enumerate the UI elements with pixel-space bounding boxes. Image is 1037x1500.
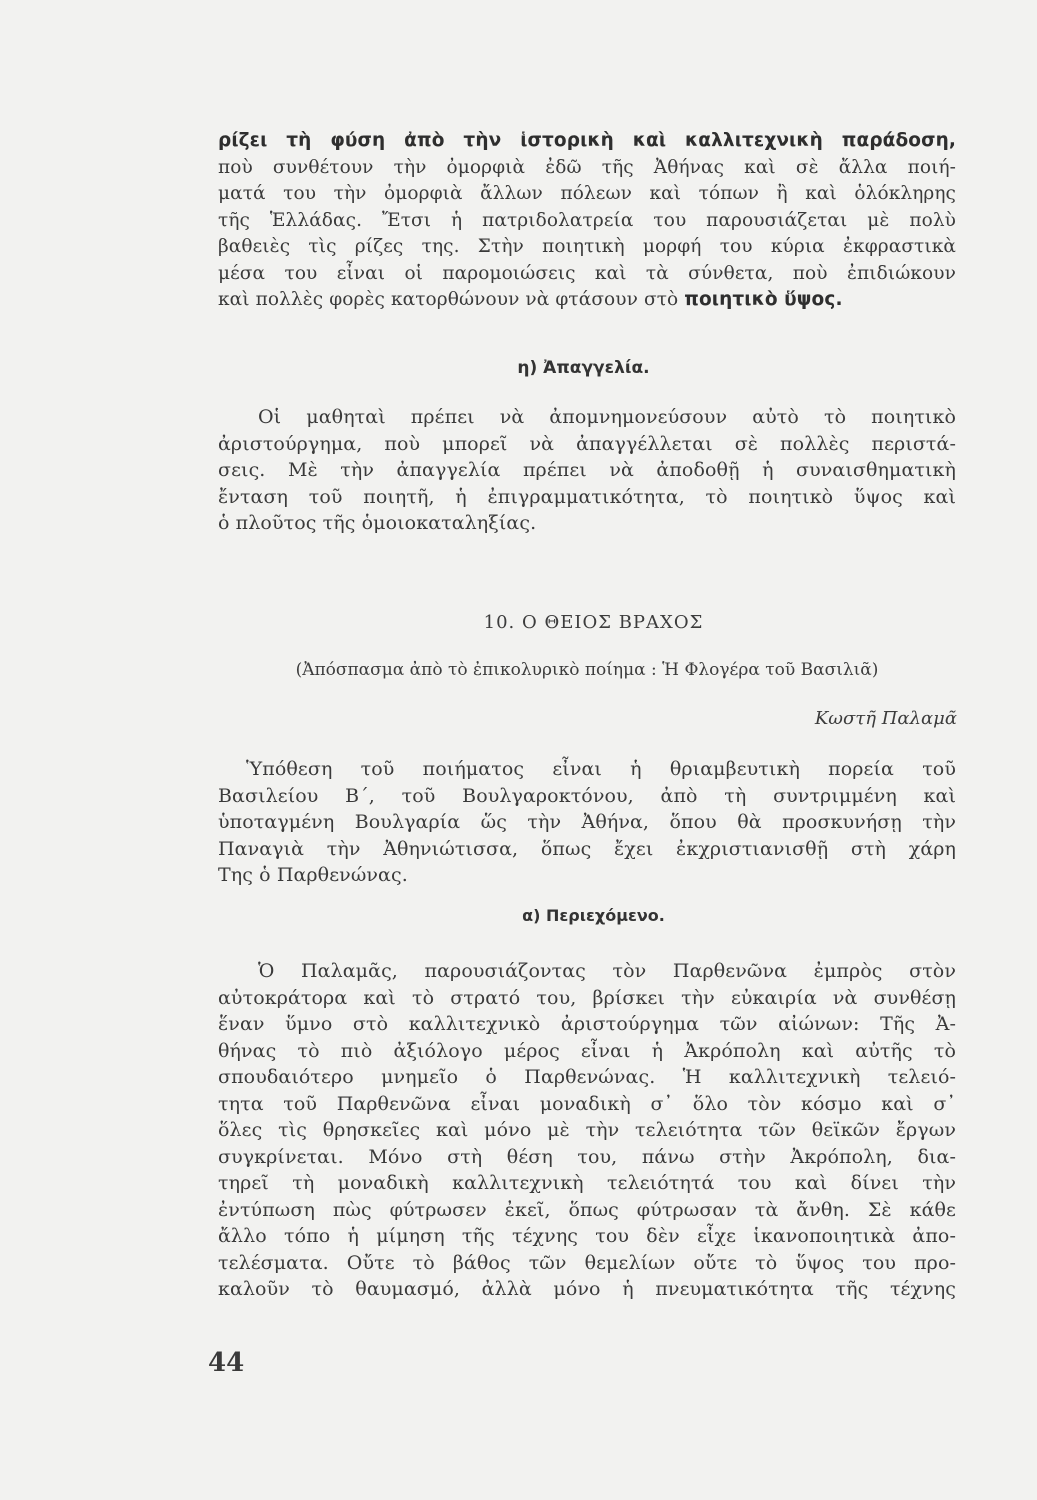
page-number: 44 bbox=[208, 1348, 245, 1378]
text-line: τῆς Ἑλλάδας. Ἔτσι ἡ πατριδολατρεία του παρουσιάζεται μὲ πολὺ bbox=[218, 209, 956, 231]
chapter-subtitle: (Ἀπόσπασμα ἀπὸ τὸ ἐπικολυρικὸ ποίημα : Ἡ Φλογέρα τοῦ Βασιλιᾶ) bbox=[295, 660, 879, 680]
section-heading-recitation: η) Ἀπαγγελία. bbox=[517, 358, 650, 378]
text-line: θήνας τὸ πιὸ ἀξιόλογο μέρος εἶναι ἡ Ἀκρόπολη καὶ αὐτῆς τὸ bbox=[218, 1039, 956, 1062]
paragraph-content bbox=[218, 958, 956, 1303]
text-line: ἐντύπωση πὼς φύτρωσεν ἐκεῖ, ὅπως φύτρωσαν τὰ ἄνθη. Σὲ κάθε bbox=[218, 1198, 956, 1221]
text-line: Της ὁ Παρθενώνας. bbox=[218, 864, 408, 886]
chapter-title: 10. Ο ΘΕΙΟΣ ΒΡΑΧΟΣ bbox=[483, 612, 704, 633]
text-line: ὅλες τὶς θρησκεῖες καὶ μόνο μὲ τὴν τελειότητα τῶν θεϊκῶν ἔργων bbox=[218, 1119, 956, 1141]
text-line: αὐτοκράτορα καὶ τὸ στρατό του, βρίσκει τὴν εὐκαιρία νὰ συνθέσῃ bbox=[218, 986, 956, 1009]
text-line: ἄλλο τόπο ἡ μίμηση τῆς τέχνης του δὲν εἶχε ἱκανοποιητικὰ ἀπο- bbox=[218, 1225, 956, 1247]
text-line: καλοῦν τὸ θαυμασμό, ἀλλὰ μόνο ἡ πνευματικότητα τῆς τέχνης bbox=[218, 1278, 956, 1300]
text-line bbox=[218, 287, 956, 314]
text-line: βαθειὲς τὶς ρίζες της. Στὴν ποιητικὴ μορφή του κύρια ἐκφραστικὰ bbox=[218, 236, 956, 257]
text-line: ὁ πλοῦτος τῆς ὁμοιοκαταληξίας. bbox=[218, 512, 537, 534]
text-line: ἀριστούργημα, ποὺ μπορεῖ νὰ ἀπαγγέλλεται σὲ πολλὲς περιστά- bbox=[218, 432, 956, 455]
text-line: ποὺ συνθέτουν τὴν ὀμορφιὰ ἐδῶ τῆς Ἀθήνας καὶ σὲ ἄλλα ποιή- bbox=[218, 156, 956, 178]
text-line: ὑποταγμένη Βουλγαρία ὥς τὴν Ἀθήνα, ὅπου θὰ προσκυνήσῃ τὴν bbox=[218, 811, 956, 833]
text-fragment: καὶ πολλὲς φορὲς κατορθώνουν νὰ φτάσουν στὸ bbox=[218, 289, 685, 310]
text-line: ἔνταση τοῦ ποιητῆ, ἡ ἐπιγραμματικότητα, τὸ ποιητικὸ ὕψος καὶ bbox=[218, 485, 956, 508]
paragraph-recitation bbox=[218, 404, 956, 537]
text-line: σεις. Μὲ τὴν ἀπαγγελία πρέπει νὰ ἀποδοθῇ ἡ συναισθηματικὴ bbox=[218, 459, 956, 481]
section-heading-content: α) Περιεχόμενο. bbox=[522, 906, 665, 925]
text-line: Ὑπόθεση τοῦ ποιήματος εἶναι ἡ θριαμβευτικὴ πορεία τοῦ bbox=[246, 758, 956, 780]
text-line: σπουδαιότερο μνημεῖο ὁ Παρθενώνας. Ἡ καλλιτεχνικὴ τελειό- bbox=[218, 1066, 956, 1088]
paragraph-subject bbox=[218, 756, 956, 889]
text-line: μέσα του εἶναι οἱ παρομοιώσεις καὶ τὰ σύνθετα, ποὺ ἐπιδιώκουν bbox=[218, 262, 956, 284]
text-line: Οἱ μαθηταὶ πρέπει νὰ ἀπομνημονεύσουν αὐτὸ τὸ ποιητικὸ bbox=[258, 406, 956, 428]
text-line: ματά του τὴν ὀμορφιὰ ἄλλων πόλεων καὶ τόπων ἢ καὶ ὁλόκληρης bbox=[218, 183, 956, 204]
text-line: τητα τοῦ Παρθενῶνα εἶναι μοναδικὴ σ᾿ ὅλο τὸν κόσμο καὶ σ᾿ bbox=[218, 1092, 956, 1115]
text-line: συγκρίνεται. Μόνο στὴ θέση του, πάνω στὴν Ἀκρόπολη, δια- bbox=[218, 1145, 956, 1168]
text-line: τελέσματα. Οὔτε τὸ βάθος τῶν θεμελίων οὔτε τὸ ὕψος του προ- bbox=[218, 1251, 956, 1274]
text-line: ἕναν ὕμνο στὸ καλλιτεχνικὸ ἀριστούργημα τῶν αἰώνων: Τῆς Ἀ- bbox=[218, 1013, 956, 1035]
text-line: ρίζει τὴ φύση ἀπὸ τὴν ἱστορικὴ καὶ καλλιτεχνικὴ παράδοση, bbox=[218, 130, 956, 151]
author-name: Κωστῆ Παλαμᾶ bbox=[814, 708, 957, 729]
paragraph-continued bbox=[218, 128, 956, 314]
emphasis-text: ποιητικὸ ὕψος. bbox=[684, 289, 843, 310]
text-line: Παναγιὰ τὴν Ἀθηνιώτισσα, ὅπως ἔχει ἐκχριστιανισθῇ στὴ χάρη bbox=[218, 837, 956, 860]
text-line: Ὁ Παλαμᾶς, παρουσιάζοντας τὸν Παρθενῶνα ἐμπρὸς στὸν bbox=[258, 960, 956, 982]
text-line: Βασιλείου Β΄, τοῦ Βουλγαροκτόνου, ἀπὸ τὴ συντριμμένη καὶ bbox=[218, 784, 956, 807]
text-line: τηρεῖ τὴ μοναδικὴ καλλιτεχνικὴ τελειότητά του καὶ δίνει τὴν bbox=[218, 1172, 956, 1194]
